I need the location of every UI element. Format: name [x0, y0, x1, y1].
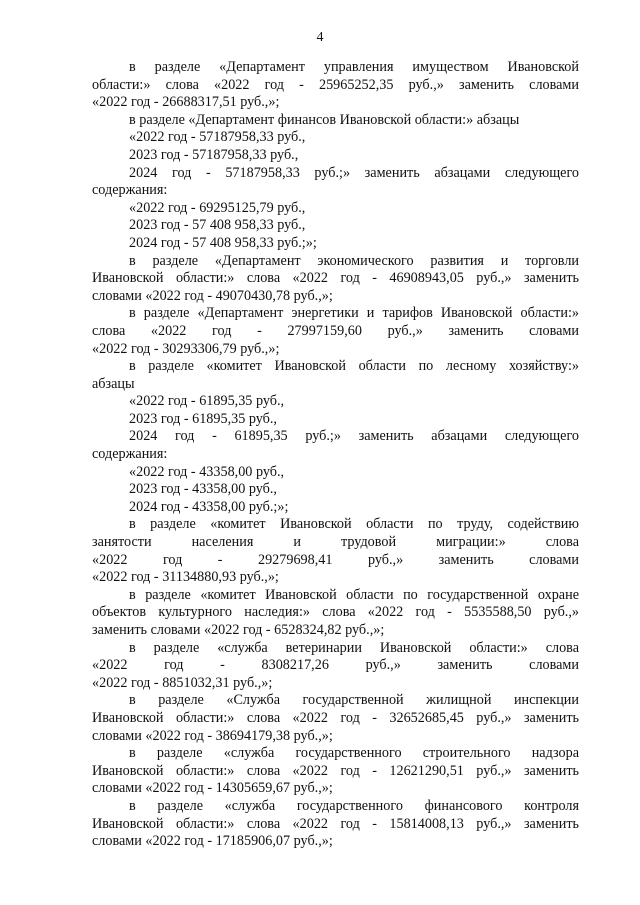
text-line: в разделе «Служба государственной жилищной инспекции — [129, 692, 579, 709]
text-line: 2024 год - 57 408 958,33 руб.;»; — [129, 234, 317, 251]
text-line: «2022 год - 69295125,79 руб., — [129, 199, 306, 216]
text-line: объектов культурного наследия:» слова «2022 год - 5535588,50 руб.,» — [92, 604, 579, 621]
text-line: 2023 год - 61895,35 руб., — [129, 410, 277, 427]
text-line: «2022 год - 43358,00 руб., — [129, 463, 285, 480]
text-line: содержания: — [92, 446, 168, 463]
text-line: в разделе «комитет Ивановской области по труду, содействию — [129, 516, 579, 533]
text-line: «2022 год - 61895,35 руб., — [129, 393, 285, 410]
text-line: «2022 год - 57187958,33 руб., — [129, 129, 306, 146]
text-line: «2022 год - 8851032,31 руб.,»; — [92, 674, 273, 691]
text-line: 2024 год - 57187958,33 руб.;» заменить абзацами следующего — [129, 164, 579, 181]
text-line: словами «2022 год - 38694179,38 руб.,»; — [92, 727, 333, 744]
text-line: содержания: — [92, 182, 168, 199]
text-line: в разделе «служба государственного финансового контроля — [129, 797, 579, 814]
text-line: в разделе «Департамент экономического развития и торговли — [129, 252, 579, 269]
text-line: в разделе «служба государственного строительного надзора — [129, 745, 579, 762]
text-line: «2022 год - 8308217,26 руб.,» заменить словами — [92, 657, 579, 674]
text-line: словами «2022 год - 14305659,67 руб.,»; — [92, 780, 333, 797]
text-line: 2024 год - 61895,35 руб.;» заменить абзацами следующего — [129, 428, 579, 445]
text-line: «2022 год - 30293306,79 руб.,»; — [92, 340, 280, 357]
text-line: 2024 год - 43358,00 руб.;»; — [129, 498, 289, 515]
text-line: Ивановской области:» слова «2022 год - 12621290,51 руб.,» заменить — [92, 762, 579, 779]
text-line: в разделе «комитет Ивановской области по государственной охране — [129, 586, 579, 603]
page-number: 4 — [316, 30, 324, 45]
text-line: Ивановской области:» слова «2022 год - 46908943,05 руб.,» заменить — [92, 270, 579, 287]
text-line: 2023 год - 57 408 958,33 руб., — [129, 217, 306, 234]
text-line: в разделе «Департамент финансов Ивановской области:» абзацы — [129, 111, 520, 128]
text-line: области:» слова «2022 год - 25965252,35 руб.,» заменить словами — [92, 76, 579, 93]
text-line: в разделе «комитет Ивановской области по лесному хозяйству:» — [129, 358, 579, 375]
text-line: «2022 год - 31134880,93 руб.,»; — [92, 569, 279, 586]
text-line: в разделе «Департамент управления имуществом Ивановской — [129, 59, 579, 75]
text-line: «2022 год - 26688317,51 руб.,»; — [92, 94, 280, 111]
text-line: слова «2022 год - 27997159,60 руб.,» заменить словами — [92, 322, 579, 339]
text-line: занятости населения и трудовой миграции:» слова — [92, 534, 579, 551]
text-line: 2023 год - 43358,00 руб., — [129, 481, 277, 498]
text-line: словами «2022 год - 49070430,78 руб.,»; — [92, 287, 333, 304]
text-line: словами «2022 год - 17185906,07 руб.,»; — [92, 833, 333, 850]
text-line: абзацы — [92, 375, 135, 392]
text-line: 2023 год - 57187958,33 руб., — [129, 146, 299, 163]
document-body — [92, 59, 579, 851]
text-line: в разделе «Департамент энергетики и тарифов Ивановской области:» — [129, 305, 579, 322]
text-line: заменить словами «2022 год - 6528324,82 руб.,»; — [92, 622, 385, 638]
text-line: Ивановской области:» слова «2022 год - 15814008,13 руб.,» заменить — [92, 815, 579, 832]
text-line: «2022 год - 29279698,41 руб.,» заменить словами — [92, 551, 579, 568]
text-line: в разделе «служба ветеринарии Ивановской области:» слова — [129, 639, 579, 656]
text-line: Ивановской области:» слова «2022 год - 32652685,45 руб.,» заменить — [92, 709, 579, 726]
